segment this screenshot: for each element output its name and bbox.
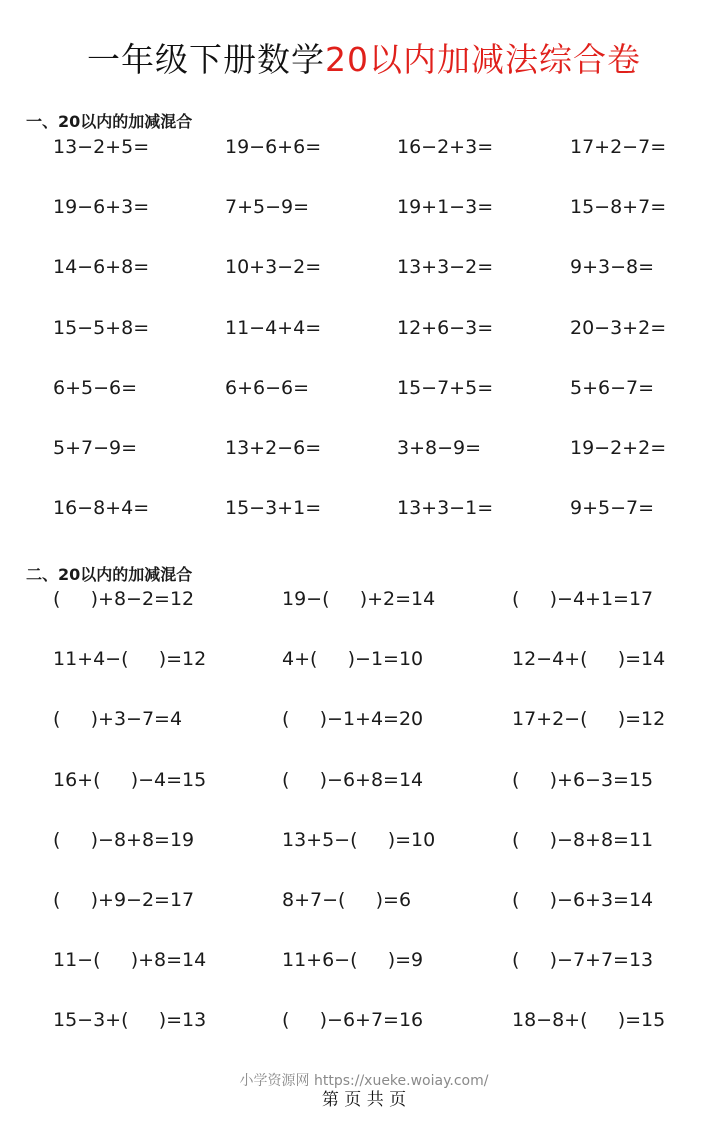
problem-item: 9+5−7= [570,497,655,520]
problem-item: 13−2+5= [53,136,150,158]
problem-item: ( )−7+7=13 [512,949,654,972]
problem-item: ( )+3−7=4 [53,708,183,731]
section-1-heading: 一、20以内的加减混合 [26,112,193,131]
problem-item: 12−4+( )=14 [512,648,666,671]
problem-item: 13+2−6= [225,437,322,459]
problem-item: 19+1−3= [397,196,494,219]
problem-item: 19−2+2= [570,437,667,459]
problem-item: 6+6−6= [225,376,310,399]
problem-item: 16+( )−4=15 [53,768,207,791]
problem-item: 15−7+5= [397,376,494,399]
problem-item: ( )+9−2=17 [53,889,195,911]
problem-item: 17+2−( )=12 [512,708,666,731]
problem-item: 7+5−9= [225,196,310,219]
problem-item: 11−4+4= [225,316,322,339]
problem-item: 11+6−( )=9 [282,949,424,972]
problem-item: 15−3+( )=13 [53,1009,207,1032]
problem-item: 16−2+3= [397,136,494,158]
problem-item: ( )−6+8=14 [282,768,424,791]
title-part-2: 20以内加减法综合卷 [325,40,641,79]
problem-item: ( )−4+1=17 [512,588,654,610]
problem-item: 13+3−1= [397,497,494,520]
problem-item: 14−6+8= [53,256,150,279]
problem-item: 18−8+( )=15 [512,1009,666,1032]
problem-item: 5+7−9= [53,437,138,459]
section-2-heading: 二、20以内的加减混合 [26,565,193,584]
problem-item: 9+3−8= [570,256,655,279]
problem-item: ( )−1+4=20 [282,708,424,731]
title-part-1: 一年级下册数学 [87,40,325,79]
problem-item: 10+3−2= [225,256,322,279]
problem-item: 8+7−( )=6 [282,889,412,911]
problem-item: 15−5+8= [53,316,150,339]
problem-item: 13+3−2= [397,256,494,279]
problem-item: 6+5−6= [53,376,138,399]
problem-item: 11+4−( )=12 [53,648,207,671]
problem-item: 19−6+6= [225,136,322,158]
problem-item: 20−3+2= [570,316,667,339]
problem-item: ( )−8+8=19 [53,828,195,851]
problem-item: 19−6+3= [53,196,150,219]
problem-item: ( )−6+3=14 [512,889,654,911]
problem-item: 4+( )−1=10 [282,648,424,671]
problem-item: ( )−6+7=16 [282,1009,424,1032]
problem-item: 16−8+4= [53,497,150,520]
problem-item: 17+2−7= [570,136,667,158]
footer-page-number: 第 页 共 页 [321,1090,407,1110]
problem-item: ( )−8+8=11 [512,828,654,851]
problem-item: 19−( )+2=14 [282,588,436,610]
problem-item: 12+6−3= [397,316,494,339]
page-title [0,34,728,81]
footer-url: 小学资源网 https://xueke.woiay.com/ [239,1073,489,1089]
problem-item: 15−8+7= [570,196,667,219]
problem-item: ( )+8−2=12 [53,588,195,610]
problem-item: 5+6−7= [570,376,655,399]
problem-item: 11−( )+8=14 [53,949,207,972]
problem-item: 15−3+1= [225,497,322,520]
problem-item: 3+8−9= [397,437,482,459]
problem-item: 13+5−( )=10 [282,828,436,851]
problem-item: ( )+6−3=15 [512,768,654,791]
